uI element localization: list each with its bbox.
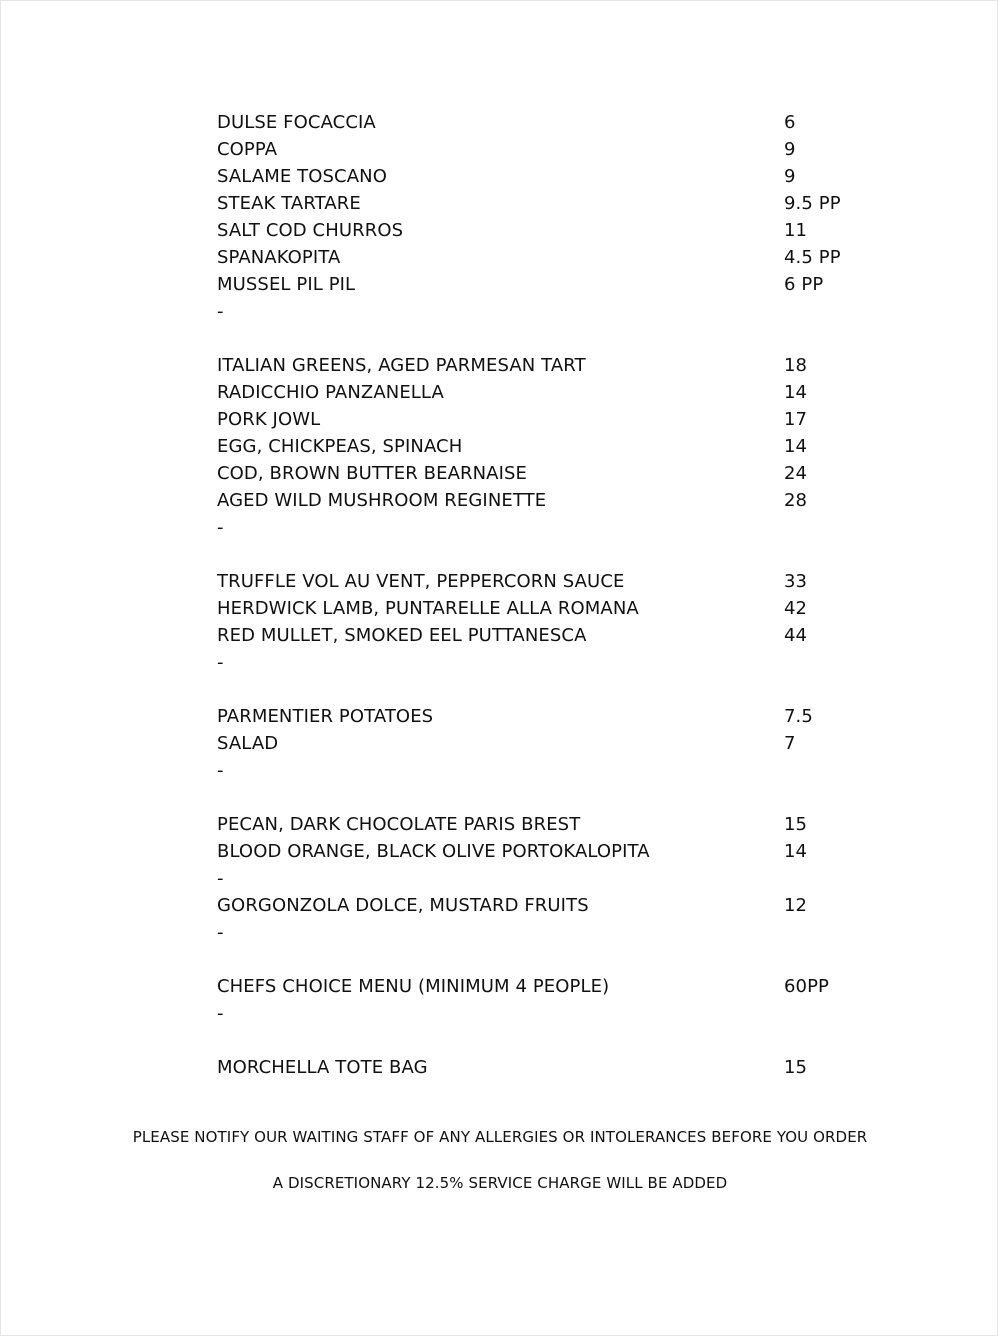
menu-item-price: 14 [784,841,808,862]
menu-item [217,460,857,487]
menu-item-price: 15 [784,814,808,835]
menu-item [217,811,857,838]
menu-item-name: MUSSEL PIL PIL [217,274,356,295]
menu-item-price: 7.5 [784,706,813,727]
menu-item-name: STEAK TARTARE [217,193,361,214]
menu-item-name: EGG, CHICKPEAS, SPINACH [217,436,463,457]
menu-item-price: 17 [784,409,808,430]
menu-item-price: 28 [784,490,808,511]
service-charge-notice: A DISCRETIONARY 12.5% SERVICE CHARGE WILL BE ADDED [272,1174,728,1192]
menu-item-price: 33 [784,571,808,592]
menu-item-price: 60PP [784,976,830,997]
menu-item-price: 12 [784,895,808,916]
menu-item-name: SPANAKOPITA [217,247,341,268]
menu-item [217,568,857,595]
menu-item-price: 42 [784,598,808,619]
menu-item-name: CHEFS CHOICE MENU (MINIMUM 4 PEOPLE) [217,976,610,997]
menu-item-name: COD, BROWN BUTTER BEARNAISE [217,463,527,484]
menu-item-name: PARMENTIER POTATOES [217,706,434,727]
menu-item-price: 15 [784,1057,808,1078]
section-separator: - [217,652,224,673]
menu-item-price: 4.5 PP [784,247,841,268]
menu-item [217,622,857,649]
menu-item [217,352,857,379]
menu-item-price: 6 PP [784,274,824,295]
menu-item-name: DULSE FOCACCIA [217,112,376,133]
menu-item-name: COPPA [217,139,278,160]
section-separator: - [217,868,224,889]
menu-item-name: GORGONZOLA DOLCE, MUSTARD FRUITS [217,895,589,916]
menu-item-price: 9.5 PP [784,193,841,214]
menu-item [217,136,857,163]
menu-item-price: 18 [784,355,808,376]
menu-item [217,1054,857,1081]
menu-item-name: PECAN, DARK CHOCOLATE PARIS BREST [217,814,581,835]
menu-item [217,163,857,190]
menu-item-price: 44 [784,625,808,646]
menu-item-price: 7 [784,733,796,754]
menu-item-price: 11 [784,220,808,241]
menu-item-name: PORK JOWL [217,409,321,430]
menu-item [217,595,857,622]
menu-item-name: SALAME TOSCANO [217,166,387,187]
menu-item-price: 14 [784,382,808,403]
allergy-notice: PLEASE NOTIFY OUR WAITING STAFF OF ANY ALLERGIES OR INTOLERANCES BEFORE YOU ORDER [132,1128,868,1146]
menu-item [217,892,857,919]
menu-item [217,271,857,298]
menu-item [217,973,857,1000]
menu-item-name: SALAD [217,733,279,754]
menu-item [217,406,857,433]
menu-item-name: MORCHELLA TOTE BAG [217,1057,428,1078]
menu-item-name: ITALIAN GREENS, AGED PARMESAN TART [217,355,586,376]
menu-item [217,838,857,865]
menu-item-name: TRUFFLE VOL AU VENT, PEPPERCORN SAUCE [217,571,625,592]
menu-item [217,244,857,271]
menu-item-price: 6 [784,112,796,133]
menu-item [217,109,857,136]
menu-item [217,730,857,757]
menu-item-name: BLOOD ORANGE, BLACK OLIVE PORTOKALOPITA [217,841,650,862]
menu-item-price: 9 [784,139,796,160]
menu-item-name: RED MULLET, SMOKED EEL PUTTANESCA [217,625,587,646]
section-separator: - [217,760,224,781]
menu-item [217,433,857,460]
section-separator: - [217,517,224,538]
menu-item-name: AGED WILD MUSHROOM REGINETTE [217,490,547,511]
menu-item [217,487,857,514]
menu-item [217,217,857,244]
menu-item-name: RADICCHIO PANZANELLA [217,382,444,403]
menu-list [217,109,857,1081]
menu-item-price: 14 [784,436,808,457]
menu-item [217,190,857,217]
menu-notes [1,1125,998,1195]
menu-item-name: SALT COD CHURROS [217,220,404,241]
section-separator: - [217,1003,224,1024]
section-separator: - [217,301,224,322]
menu-item [217,379,857,406]
menu-item [217,703,857,730]
menu-item-price: 9 [784,166,796,187]
menu-item-name: HERDWICK LAMB, PUNTARELLE ALLA ROMANA [217,598,639,619]
menu-item-price: 24 [784,463,808,484]
section-separator: - [217,922,224,943]
